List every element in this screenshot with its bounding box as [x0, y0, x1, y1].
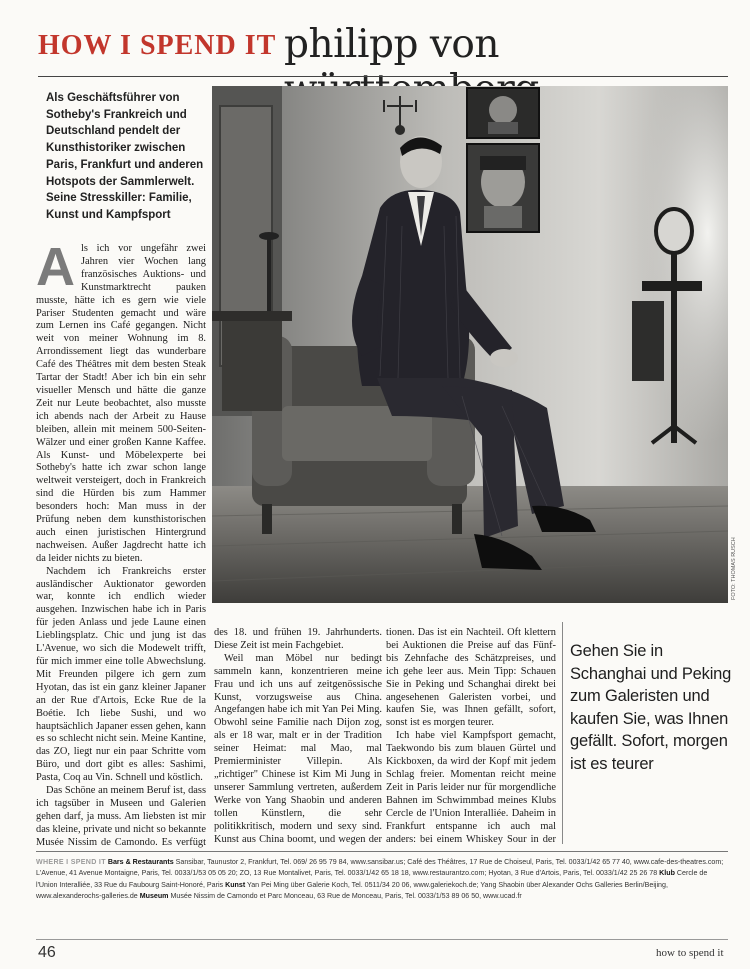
where-label: WHERE I SPEND IT	[36, 858, 106, 866]
klub-list: Cercle de l'Union Interalliée, 33 Rue du Faubourg Saint-Honoré, Paris	[36, 869, 708, 889]
section-kicker: HOW I SPEND IT	[38, 30, 277, 61]
drop-cap: A	[36, 243, 75, 297]
paragraph: tionen. Das ist ein Nachteil. Oft klettern bei Auktionen die Preise auf das Fünf- bis Zehnfache des Schätzpreises, und ich gehe leer aus. Mein Tipp: Schauen Sie in Peking und Schanghai direkt bei angesehenen Galeristen vorbei, und kaufen Sie, was Ihnen gefällt, sofort, sonst ist es morgen teurer.	[386, 627, 556, 729]
paragraph: Weil man Möbel nur bedingt sammeln kann, konzentrieren meine Frau und ich uns auf zeitgenössische Kunst, vorzugsweise aus China. Angefangen habe ich mit Yan Pei Ming. Obwohl seine Familie nach Dijon zog, als er 18 war, malt er in der Tradition seiner Heimat: mal Mao, mal Premierminister Villepin. Als „richtiger" Chinese ist Kim Mi Jung in unserer Sammlung vertreten, außerdem Werke von Yang Shaobin und anderen tollen Künstlern, die sehr politikkritisch, modern und sexy sind. Kunst aus China boomt, und wegen der	[214, 652, 382, 845]
paragraph	[386, 730, 556, 845]
paragraph: des 18. und frühen 19. Jahrhunderts. Diese Zeit ist mein Fachgebiet.	[214, 627, 382, 651]
header-rule	[38, 76, 728, 77]
paragraph: Nachdem ich Frankreichs erster ausländischer Auktionator geworden war, konnte ich endlich wieder ausgehen. Inzwischen habe ich in Paris für jeden Anlass und jede Laune einen Lieblingsplatz. Chic und jung ist das L'Avenue, wo sich die Modewelt trifft, für mich immer eine tolle Abwechslung. Mit Freunden pilgere ich gern zum Hyotan, das ist ein ganz kleiner Japaner an der Rue d'Artois, Ecke Rue de la Boétie. Ich liebe Sushi, und wo hauptsächlich Japaner essen gehen, kann es so schlecht nicht sein. Meine Kantine, das ZO, liegt nur ein paar Schritte vom Büro, und dort gibt es alles: Sashimi, Pasta, Coq au Vin. Schnell und köstlich.	[36, 565, 206, 784]
klub-heading: Klub	[659, 869, 675, 878]
pull-quote: Gehen Sie in Schanghai und Peking zum Galeristen und kaufen Sie, was Ihnen gefällt. Sofort, morgen ist es teurer	[570, 642, 732, 773]
museum-list: Musée Nissim de Camondo et Parc Monceau, 63 Rue de Monceau, Paris, Tel. 0033/1/53 89 06 50, www.ucad.fr	[170, 891, 522, 900]
footer-rule	[36, 939, 728, 940]
portrait-photo	[212, 86, 728, 603]
article-column-3	[386, 627, 556, 845]
article-column-1	[36, 243, 206, 848]
artwork-top	[467, 88, 539, 138]
portrait-illustration	[212, 86, 728, 603]
page-number: 46	[38, 944, 56, 961]
pullquote-rule	[562, 622, 563, 844]
kunst-list: Yan Pei Ming über Galerie Koch, Tel. 0511/34 20 06, www.galeriekoch.de; Yang Shaobin über Alexander Ochs Galleries Berlin/Beijing, www.alexanderochs-galleries.de	[36, 880, 668, 900]
section-footer: how to spend it	[656, 947, 724, 959]
museum-heading: Museum	[139, 891, 169, 900]
kunst-heading: Kunst	[225, 880, 246, 889]
where-i-spend-it-box	[36, 851, 728, 902]
paragraph-text: Ich habe viel Kampfsport gemacht, Taekwondo bis zum blauen Gürtel und Kickboxen, da wird der Kopf mit jedem Schlag freier. Momentan reicht meine Zeit in Paris leider nur für morgendliche Bahnen im Schwimmbad meines Klubs Cercle de l'Union Interalliée. Daheim in Frankfurt entspanne ich auch mal anders: bei einem Whiskey Sour in der	[386, 730, 556, 845]
paragraph: Das Schöne an meinem Beruf ist, dass ich tagsüber in Museen und Galerien gehen darf, ja muss. Am liebsten ist mir das kleine, private und nicht so bekannte Musée Nissim de Camondo. Es verfügt	[36, 785, 206, 848]
artwork-bottom	[467, 144, 539, 232]
photo-credit: FOTO: THOMAS RUSCH	[731, 537, 737, 600]
article-column-2	[214, 627, 382, 845]
article-headline: philipp von	[284, 22, 499, 67]
intro-deck: Als Geschäftsführer von Sotheby's Frankreich und Deutschland pendelt der Kunsthistoriker zwischen Paris, Frankfurt und anderen Hotspots der Sammlerwelt. Seine Stresskiller: Familie, Kunst und Kampfsport	[46, 92, 204, 221]
bars-list: Sansibar, Taunustor 2, Frankfurt, Tel. 069/ 26 95 79 84, www.sansibar.us; Café des Théâtres, 17 Rue de Choiseul, Paris, Tel. 0033/1/42 65 77 40, www.cafe-des-theatres.com; L'Avenue, 41 Avenue Montaigne, Paris, Tel. 0033/1/53 05 05 20; ZO, 13 Rue Montalivet, Paris, Tel. 0033/1/42 65 18 18, www.restaurantzo.com; Hyotan, 3 Rue d'Artois, Paris, Tel. 0033/1/42 25 26 78	[36, 858, 724, 878]
masthead	[38, 18, 728, 74]
paragraph: ls ich vor ungefähr zwei Jahren vier Wochen lang französisches Auktions- und Kunstmarktrecht pauken musste, hätte ich es gern wie viele Pariser Studenten gemacht und wäre zum Lernen ins Café gegangen. Nicht weit von meiner Wohnung im 8. Arrondissement liegt das wunderbare Café des Théâtres mit dem besten Steak Tartar der Stadt! Aber ich bin ein sehr visueller Mensch und hätte die ganze Zeit nur Leute beobachtet, also musste ich abends nach der Arbeit zu Hause bleiben, allein mit meinem 500-Seiten-Wälzer und einer großen Kanne Kaffee. Als Kunst- und Möbelexperte bei Sotheby's hatte ich zwar schon lange weltweit versteigert, doch in Frankreich sind die Hürden bis zum Hammer besonders hoch: Man muss in der Prüfung neben dem kunsthistorischen auch einen juristischen Hintergrund nachweisen. Außer Jagdrecht hatte ich da leider nichts zu bieten.	[36, 243, 206, 564]
bars-heading: Bars & Restaurants	[107, 858, 174, 866]
